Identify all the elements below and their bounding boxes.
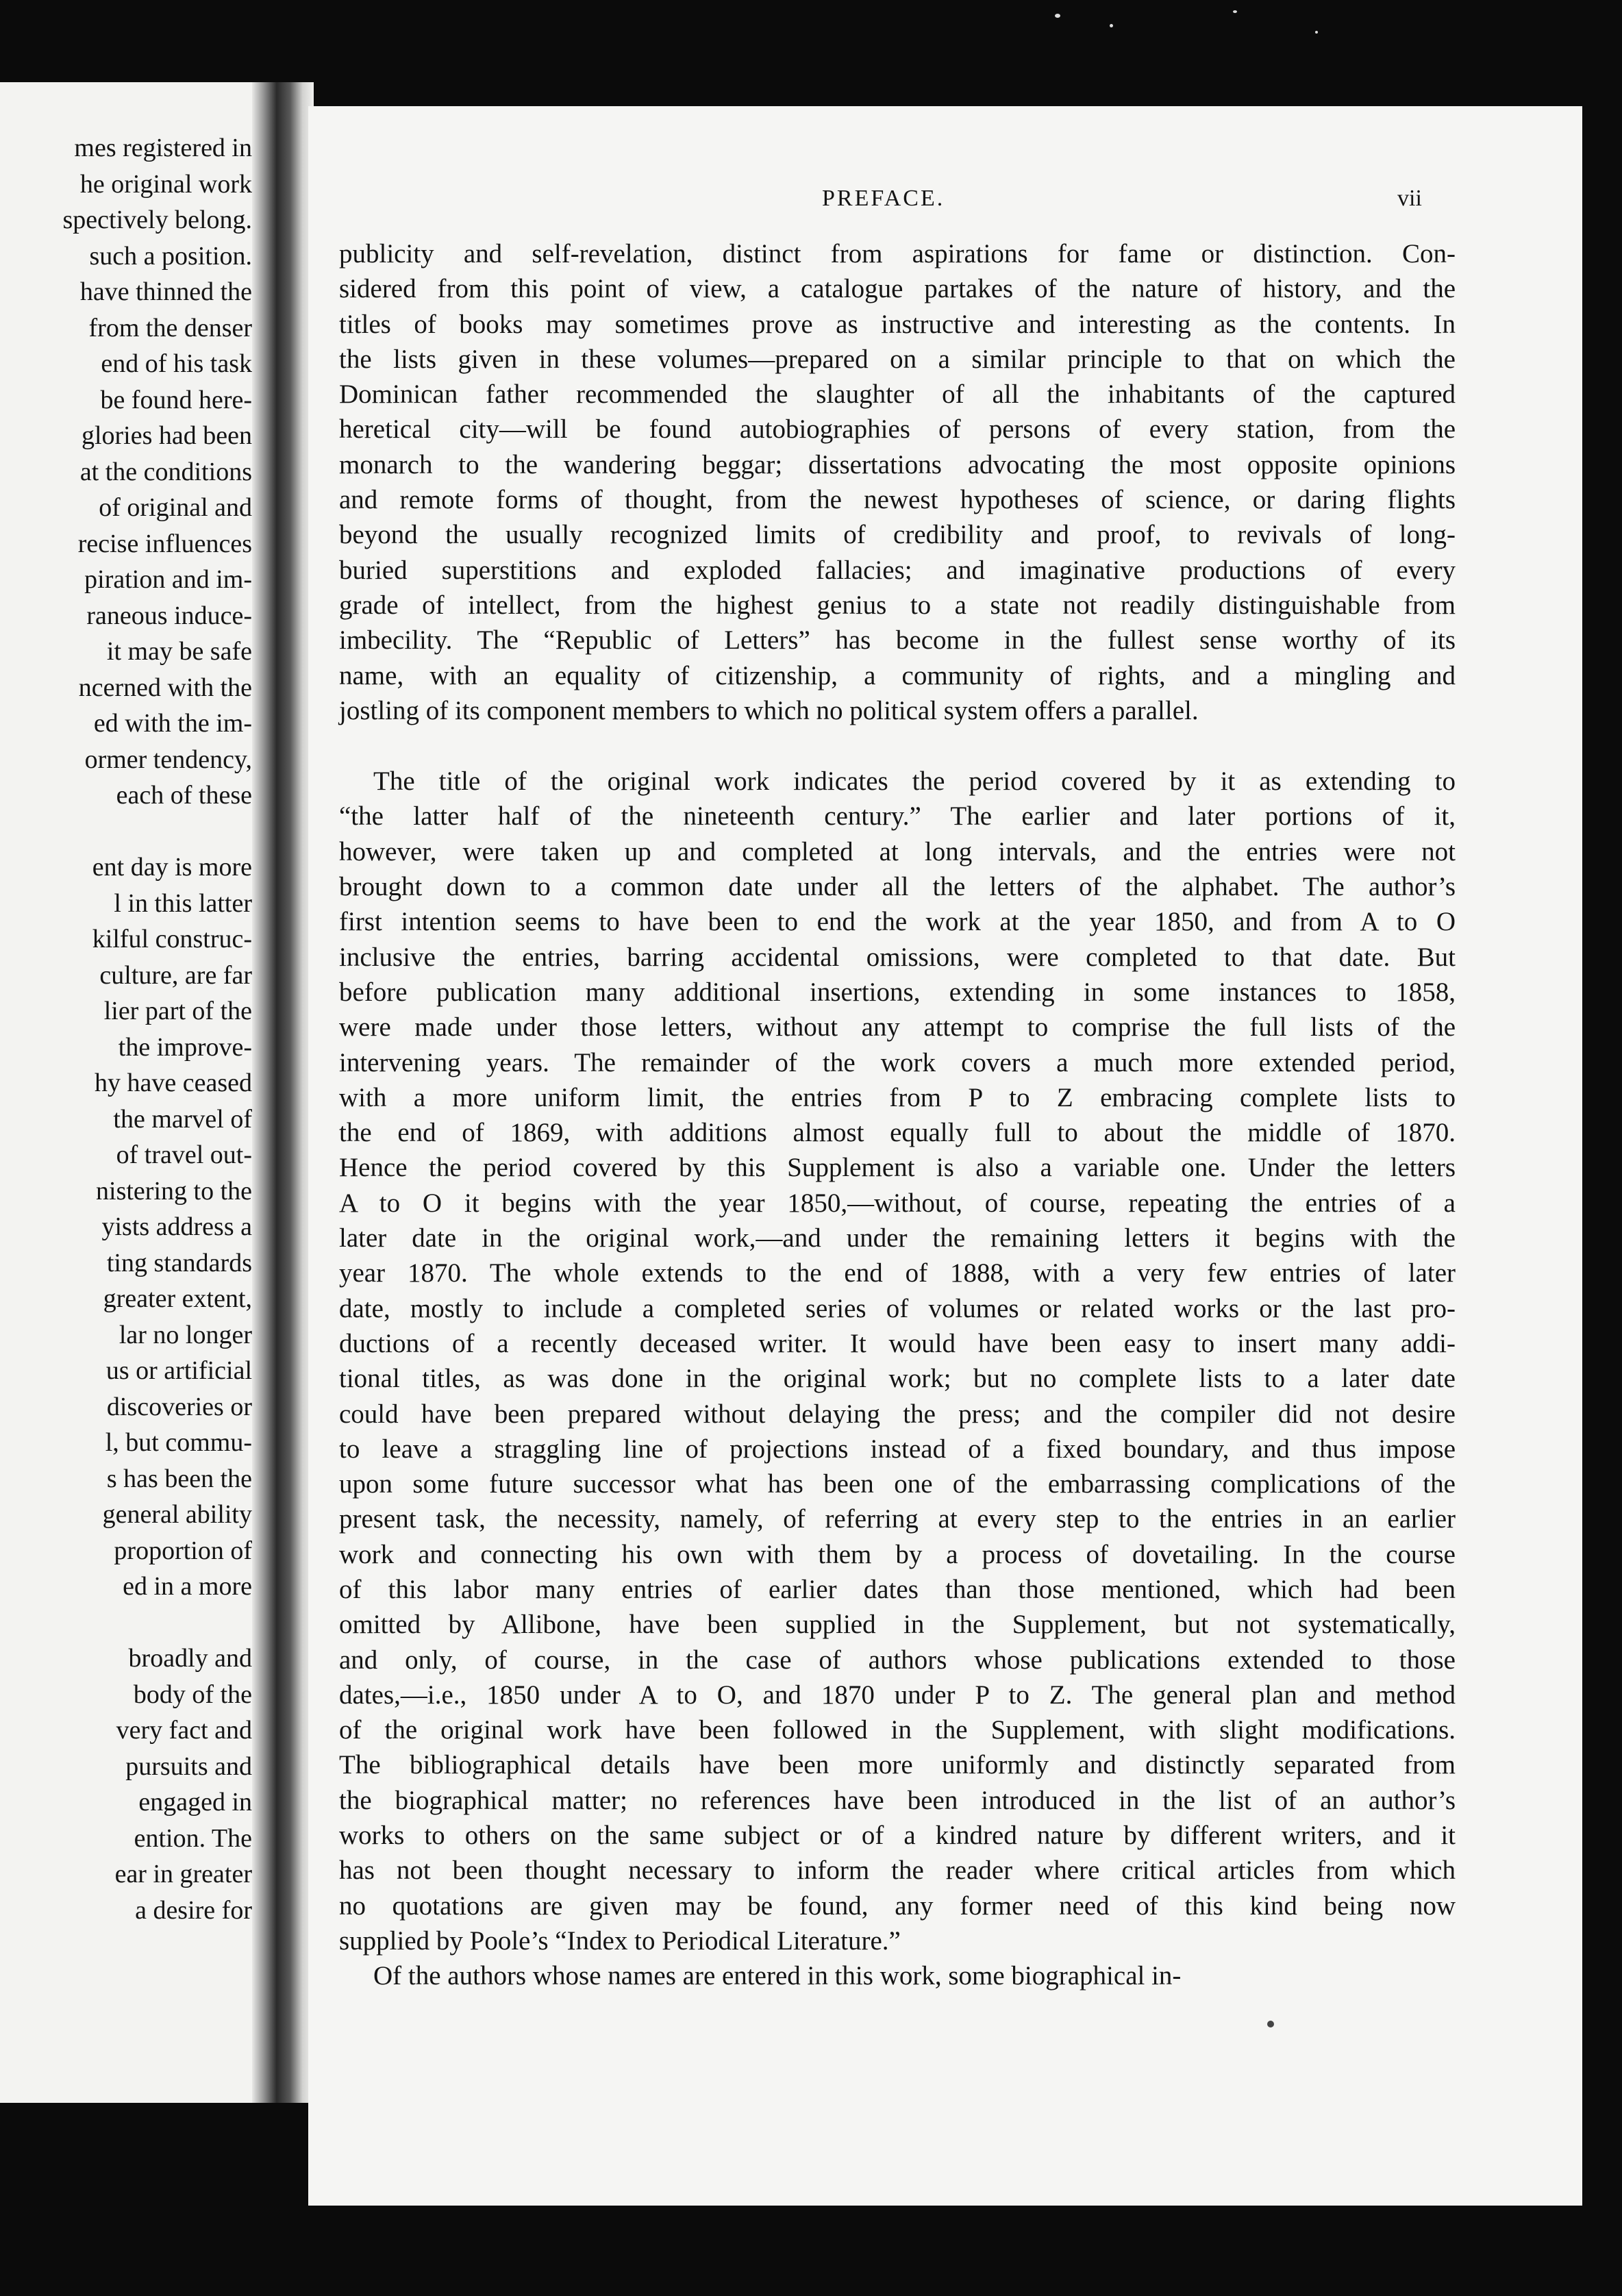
text-line: jostling of its component members to which no political system offers a parallel. [339, 695, 1199, 725]
left-page-line: ed in a more [123, 1572, 252, 1601]
text-line: the end of 1869, with additions almost equally full to about the middle of 1870. [339, 1118, 1456, 1148]
text-line: “the latter half of the nineteenth century.” The earlier and later portions of it, [339, 801, 1456, 832]
left-page-line: engaged in [138, 1788, 252, 1817]
text-line: year 1870. The whole extends to the end of 1888, with a very few entries of later [339, 1258, 1456, 1288]
left-page-line: such a position. [89, 241, 252, 271]
left-page-line: end of his task [101, 349, 252, 378]
left-page-line [0, 814, 252, 850]
left-page-line: ormer tendency, [84, 745, 252, 774]
text-line: before publication many additional insertions, extending in some instances to 1858, [339, 977, 1456, 1007]
left-page-line: s has been the [106, 1464, 252, 1493]
text-line: imbecility. The “Republic of Letters” has become in the fullest sense worthy of its [339, 625, 1456, 656]
left-page-line: pursuits and [125, 1751, 252, 1781]
left-page-line: raneous induce- [86, 601, 252, 630]
text-line: of the original work have been followed in the Supplement, with slight modifications. [339, 1715, 1456, 1745]
text-line: date, mostly to include a completed series of volumes or related works or the last pro- [339, 1293, 1456, 1323]
scan-specks [1027, 0, 1370, 68]
left-page-line [0, 1605, 252, 1641]
left-page-line: at the conditions [79, 457, 252, 486]
left-page-line: each of these [116, 781, 252, 810]
text-line: could have been prepared without delaying the press; and the compiler did not desire [339, 1399, 1456, 1429]
text-line: dates,—i.e., 1850 under A to O, and 1870 under P to Z. The general plan and method [339, 1680, 1456, 1710]
paragraph-gap [339, 728, 1456, 764]
left-page-line: greater extent, [103, 1284, 252, 1313]
left-page-line: have thinned the [79, 277, 252, 306]
left-page-line: of travel out- [116, 1140, 252, 1169]
text-line: first intention seems to have been to end the work at the year 1850, and from A to O [339, 907, 1456, 937]
text-line: has not been thought necessary to inform the reader where critical articles from which [339, 1856, 1456, 1886]
text-line: intervening years. The remainder of the work covers a much more extended period, [339, 1047, 1456, 1077]
page-title: PREFACE. [822, 186, 945, 211]
left-page-line: ting standards [106, 1248, 252, 1277]
left-page-line: broadly and [128, 1644, 252, 1673]
left-page-line: proportion of [114, 1536, 252, 1565]
text-line: inclusive the entries, barring accidental omissions, were completed to that date. But [339, 942, 1456, 972]
paragraph [339, 236, 1456, 728]
text-line: heretical city—will be found autobiographies of persons of every station, from the [339, 414, 1456, 445]
left-page-line: he original work [79, 169, 252, 199]
text-line: beyond the usually recognized limits of credibility and proof, to revivals of long- [339, 520, 1456, 550]
facing-page-text [0, 130, 252, 1928]
left-page-line: of original and [99, 493, 252, 522]
left-page-line: kilful construc- [92, 925, 252, 953]
body-text [339, 236, 1456, 1994]
left-page-line: very fact and [116, 1716, 252, 1745]
left-page-line: a desire for [135, 1895, 252, 1925]
text-line: sidered from this point of view, a catalogue partakes of the nature of history, and the [339, 274, 1456, 304]
page-preface-vii [308, 106, 1582, 2206]
text-line: supplied by Poole’s “Index to Periodical Literature.” [339, 1925, 901, 1956]
text-line: present task, the necessity, namely, of referring at every step to the entries in an earlier [339, 1504, 1456, 1534]
left-page-line: ent day is more [92, 853, 252, 882]
text-line: The bibliographical details have been more uniformly and distinctly separated from [339, 1750, 1456, 1780]
text-line: with a more uniform limit, the entries from P to Z embracing complete lists to [339, 1082, 1456, 1112]
text-line: later date in the original work,—and under the remaining letters it begins with the [339, 1223, 1456, 1253]
book-gutter [252, 82, 314, 2103]
facing-page-left [0, 82, 274, 2103]
text-line: buried superstitions and exploded fallacies; and imaginative productions of every [339, 555, 1456, 585]
left-page-line: the marvel of [113, 1104, 252, 1134]
left-page-line: culture, are far [99, 960, 252, 990]
text-line: A to O it begins with the year 1850,—without, of course, repeating the entries of a [339, 1188, 1456, 1218]
paragraph [339, 1958, 1456, 1993]
left-page-line: nistering to the [96, 1176, 252, 1206]
text-line: tional titles, as was done in the original work; but no complete lists to a later date [339, 1364, 1456, 1394]
text-line: name, with an equality of citizenship, a community of rights, and a mingling and [339, 660, 1456, 690]
text-line: grade of intellect, from the highest genius to a state not readily distinguishable from [339, 590, 1456, 620]
left-page-line: lier part of the [103, 997, 252, 1025]
text-line: no quotations are given may be found, any former need of this kind being now [339, 1891, 1456, 1921]
left-page-line: from the denser [88, 313, 252, 342]
text-line: The title of the original work indicates the period covered by it as extending to [373, 766, 1456, 797]
left-page-line: recise influences [77, 529, 252, 558]
page-number: vii [1397, 186, 1422, 211]
text-line: were made under those letters, without any attempt to comprise the full lists of the [339, 1012, 1456, 1043]
text-line: Of the authors whose names are entered in this work, some biographical in- [373, 1961, 1182, 1991]
left-page-line: piration and im- [84, 565, 252, 594]
text-line: brought down to a common date under all the letters of the alphabet. The author’s [339, 872, 1456, 902]
text-line: titles of books may sometimes prove as instructive and interesting as the contents. In [339, 309, 1456, 339]
left-page-line: lar no longer [118, 1320, 252, 1349]
left-page-line: l, but commu- [105, 1428, 252, 1457]
left-page-line: ention. The [134, 1823, 252, 1853]
left-page-line: the improve- [118, 1032, 252, 1062]
left-page-line: body of the [133, 1680, 252, 1709]
left-page-line: hy have ceased [95, 1069, 252, 1097]
text-line: the lists given in these volumes—prepared on a similar principle to that on which the [339, 344, 1456, 374]
text-line: the biographical matter; no references have been introduced in the list of an author’s [339, 1785, 1456, 1815]
left-page-line: glories had been [81, 421, 252, 450]
paragraph [339, 764, 1456, 1958]
text-line: work and connecting his own with them by a process of dovetailing. In the course [339, 1539, 1456, 1569]
left-page-line: ed with the im- [93, 709, 252, 738]
left-page-line: l in this latter [114, 888, 252, 918]
running-head [308, 186, 1582, 227]
left-page-line: yists address a [101, 1212, 252, 1241]
text-line: and remote forms of thought, from the newest hypotheses of science, or daring flights [339, 485, 1456, 515]
text-line: and only, of course, in the case of authors whose publications extended to those [339, 1645, 1456, 1675]
left-page-line: be found here- [100, 385, 252, 414]
text-line: upon some future successor what has been one of the embarrassing complications of the [339, 1469, 1456, 1499]
text-line: ductions of a recently deceased writer. It would have been easy to insert many addi- [339, 1328, 1456, 1358]
text-line: monarch to the wandering beggar; dissertations advocating the most opposite opinions [339, 449, 1456, 479]
text-line: of this labor many entries of earlier dates than those mentioned, which had been [339, 1574, 1456, 1604]
left-page-line: us or artificial [105, 1356, 252, 1385]
margin-dot [1267, 2021, 1274, 2027]
text-line: Hence the period covered by this Supplement is also a variable one. Under the letters [339, 1153, 1456, 1183]
left-page-line: general ability [102, 1500, 252, 1529]
text-line: works to others on the same subject or of a kindred nature by different writers, and it [339, 1821, 1456, 1851]
text-line: however, were taken up and completed at long intervals, and the entries were not [339, 836, 1456, 866]
left-page-line: spectively belong. [62, 205, 252, 234]
left-page-line: ear in greater [114, 1860, 252, 1888]
left-page-line: mes registered in [74, 134, 252, 162]
text-line: publicity and self-revelation, distinct from aspirations for fame or distinction. Con- [339, 239, 1456, 269]
left-page-line: ncerned with the [78, 673, 252, 702]
left-page-line: discoveries or [106, 1392, 252, 1421]
left-page-line: it may be safe [106, 637, 252, 666]
text-line: Dominican father recommended the slaughter of all the inhabitants of the captured [339, 379, 1456, 410]
text-line: to leave a straggling line of projections instead of a fixed boundary, and thus impose [339, 1434, 1456, 1464]
text-line: omitted by Allibone, have been supplied in the Supplement, but not systematically, [339, 1610, 1456, 1640]
